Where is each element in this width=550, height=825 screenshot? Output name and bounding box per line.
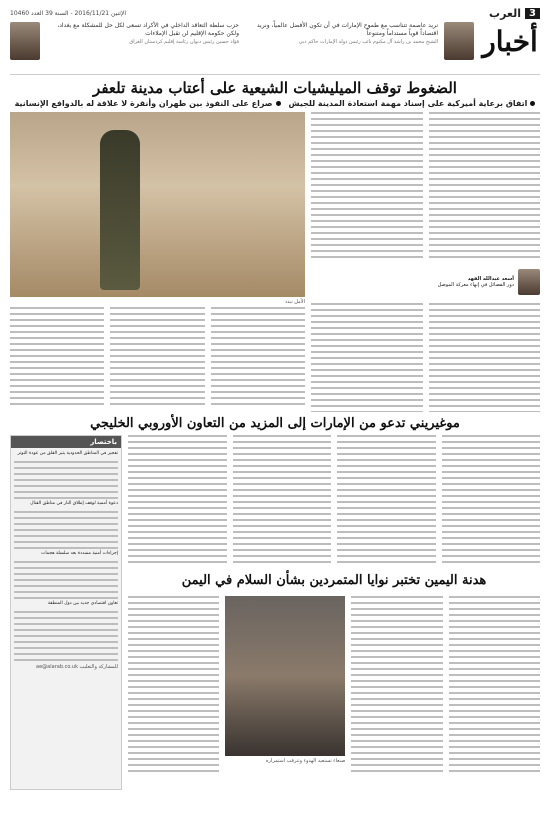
- story3-headline: هدنة اليمين تختبر نوايا المتمردين بشأن السلام في اليمن: [181, 573, 487, 588]
- text-column: [311, 303, 423, 412]
- portrait-left: [10, 22, 40, 60]
- photo-block: [10, 112, 305, 412]
- top-bar: [10, 6, 540, 20]
- main-headline: الضغوط توقف الميليشيات الشيعية على أعتاب مدينة تلعفر: [93, 79, 457, 97]
- street-photo-caption: صنعاء تستعيد الهدوء وتترقب استمراره: [265, 758, 346, 764]
- text-column: [337, 435, 436, 565]
- brief-item: إجراءات أمنية مشددة بعد سلسلة هجمات: [41, 551, 118, 556]
- photo-caption: الأمل تبدد: [284, 299, 305, 305]
- text-column: [128, 596, 219, 776]
- author-name: أسعد عبدالله الفهد: [467, 275, 514, 282]
- quote-left: [46, 22, 239, 46]
- text-column: [10, 307, 104, 407]
- text-column: [442, 435, 541, 565]
- author-portrait: [518, 269, 540, 295]
- page-number: 3: [525, 8, 540, 19]
- text-column: [110, 307, 204, 407]
- text-column: [211, 307, 305, 407]
- brief-item: دعوة أممية لوقف إطلاق النار في مناطق القتال: [30, 501, 118, 506]
- section-title: أخبار: [482, 25, 538, 58]
- soldier-figure: [100, 130, 140, 290]
- brief-item: تعاون اقتصادي جديد بين دول المنطقة: [47, 601, 118, 606]
- author-box: [311, 269, 540, 295]
- main-story-block: [10, 112, 540, 412]
- brief-title: باختصار: [11, 436, 121, 448]
- subheadline-2: صراع على النفوذ بين طهران وأنقرة لا علاقة له بالدوافع الإنسانية: [15, 99, 281, 108]
- subheadline-1: اتفاق برعاية أميركية على إسناد مهمة استعادة المدينة للجيش: [289, 99, 536, 108]
- quote-right-author: الشيخ محمد بن راشد آل مكتوم نائب رئيس دولة الإمارات حاكم دبي: [298, 39, 438, 45]
- brief-items: [11, 448, 121, 673]
- brief-item: تفجير في المناطق الحدودية يثير القلق من عودة التوتر: [17, 451, 118, 456]
- bullet-icon: [276, 101, 281, 106]
- main-subheadlines: [10, 99, 540, 108]
- story2-headline: موغيريني تدعو من الإمارات إلى المزيد من التعاون الأوروبي الخليجي: [90, 416, 460, 431]
- page-header: [10, 22, 540, 75]
- soldier-photo: [10, 112, 305, 297]
- quote-right: [245, 22, 438, 46]
- text-column: [233, 435, 332, 565]
- text-column: [449, 596, 540, 776]
- author-role: دور الفصائل في إنهاء معركة الموصل: [437, 281, 514, 288]
- dateline: الإثنين 2016/11/21 - السنة 39 العدد 10460: [10, 9, 126, 17]
- contact-email[interactable]: للمشاركة والتعليب ae@alarab.co.uk: [36, 664, 118, 670]
- text-column: [429, 112, 541, 261]
- text-column: [311, 112, 423, 261]
- text-column: [128, 435, 227, 565]
- brand-name: العرب: [489, 6, 522, 20]
- text-column: [351, 596, 442, 776]
- quote-left-text: حزب سلطة التعاقد الداخلي في الأكراد تسعى لكل حل للمشكلة مع بغداد، ولكن حكومة الإقليم لن تقبل الإملاءات: [57, 22, 239, 37]
- text-column: [429, 303, 541, 412]
- brief-sidebar: [10, 435, 122, 790]
- quote-left-author: فؤاد حسين رئيس ديوان رئاسة إقليم كردستان العراق: [129, 39, 239, 45]
- bullet-icon: [530, 101, 535, 106]
- main-text-columns: [311, 112, 540, 412]
- street-photo: [225, 596, 345, 756]
- quote-right-text: نريد عاصمة تتناسب مع طموح الإمارات في أن تكون الأفضل عالمياً، ونريد اقتصاداً قوياً مستداماً ومتنوعاً: [256, 22, 438, 37]
- portrait-right: [444, 22, 474, 60]
- brand: [489, 7, 540, 20]
- lower-block: [10, 435, 540, 790]
